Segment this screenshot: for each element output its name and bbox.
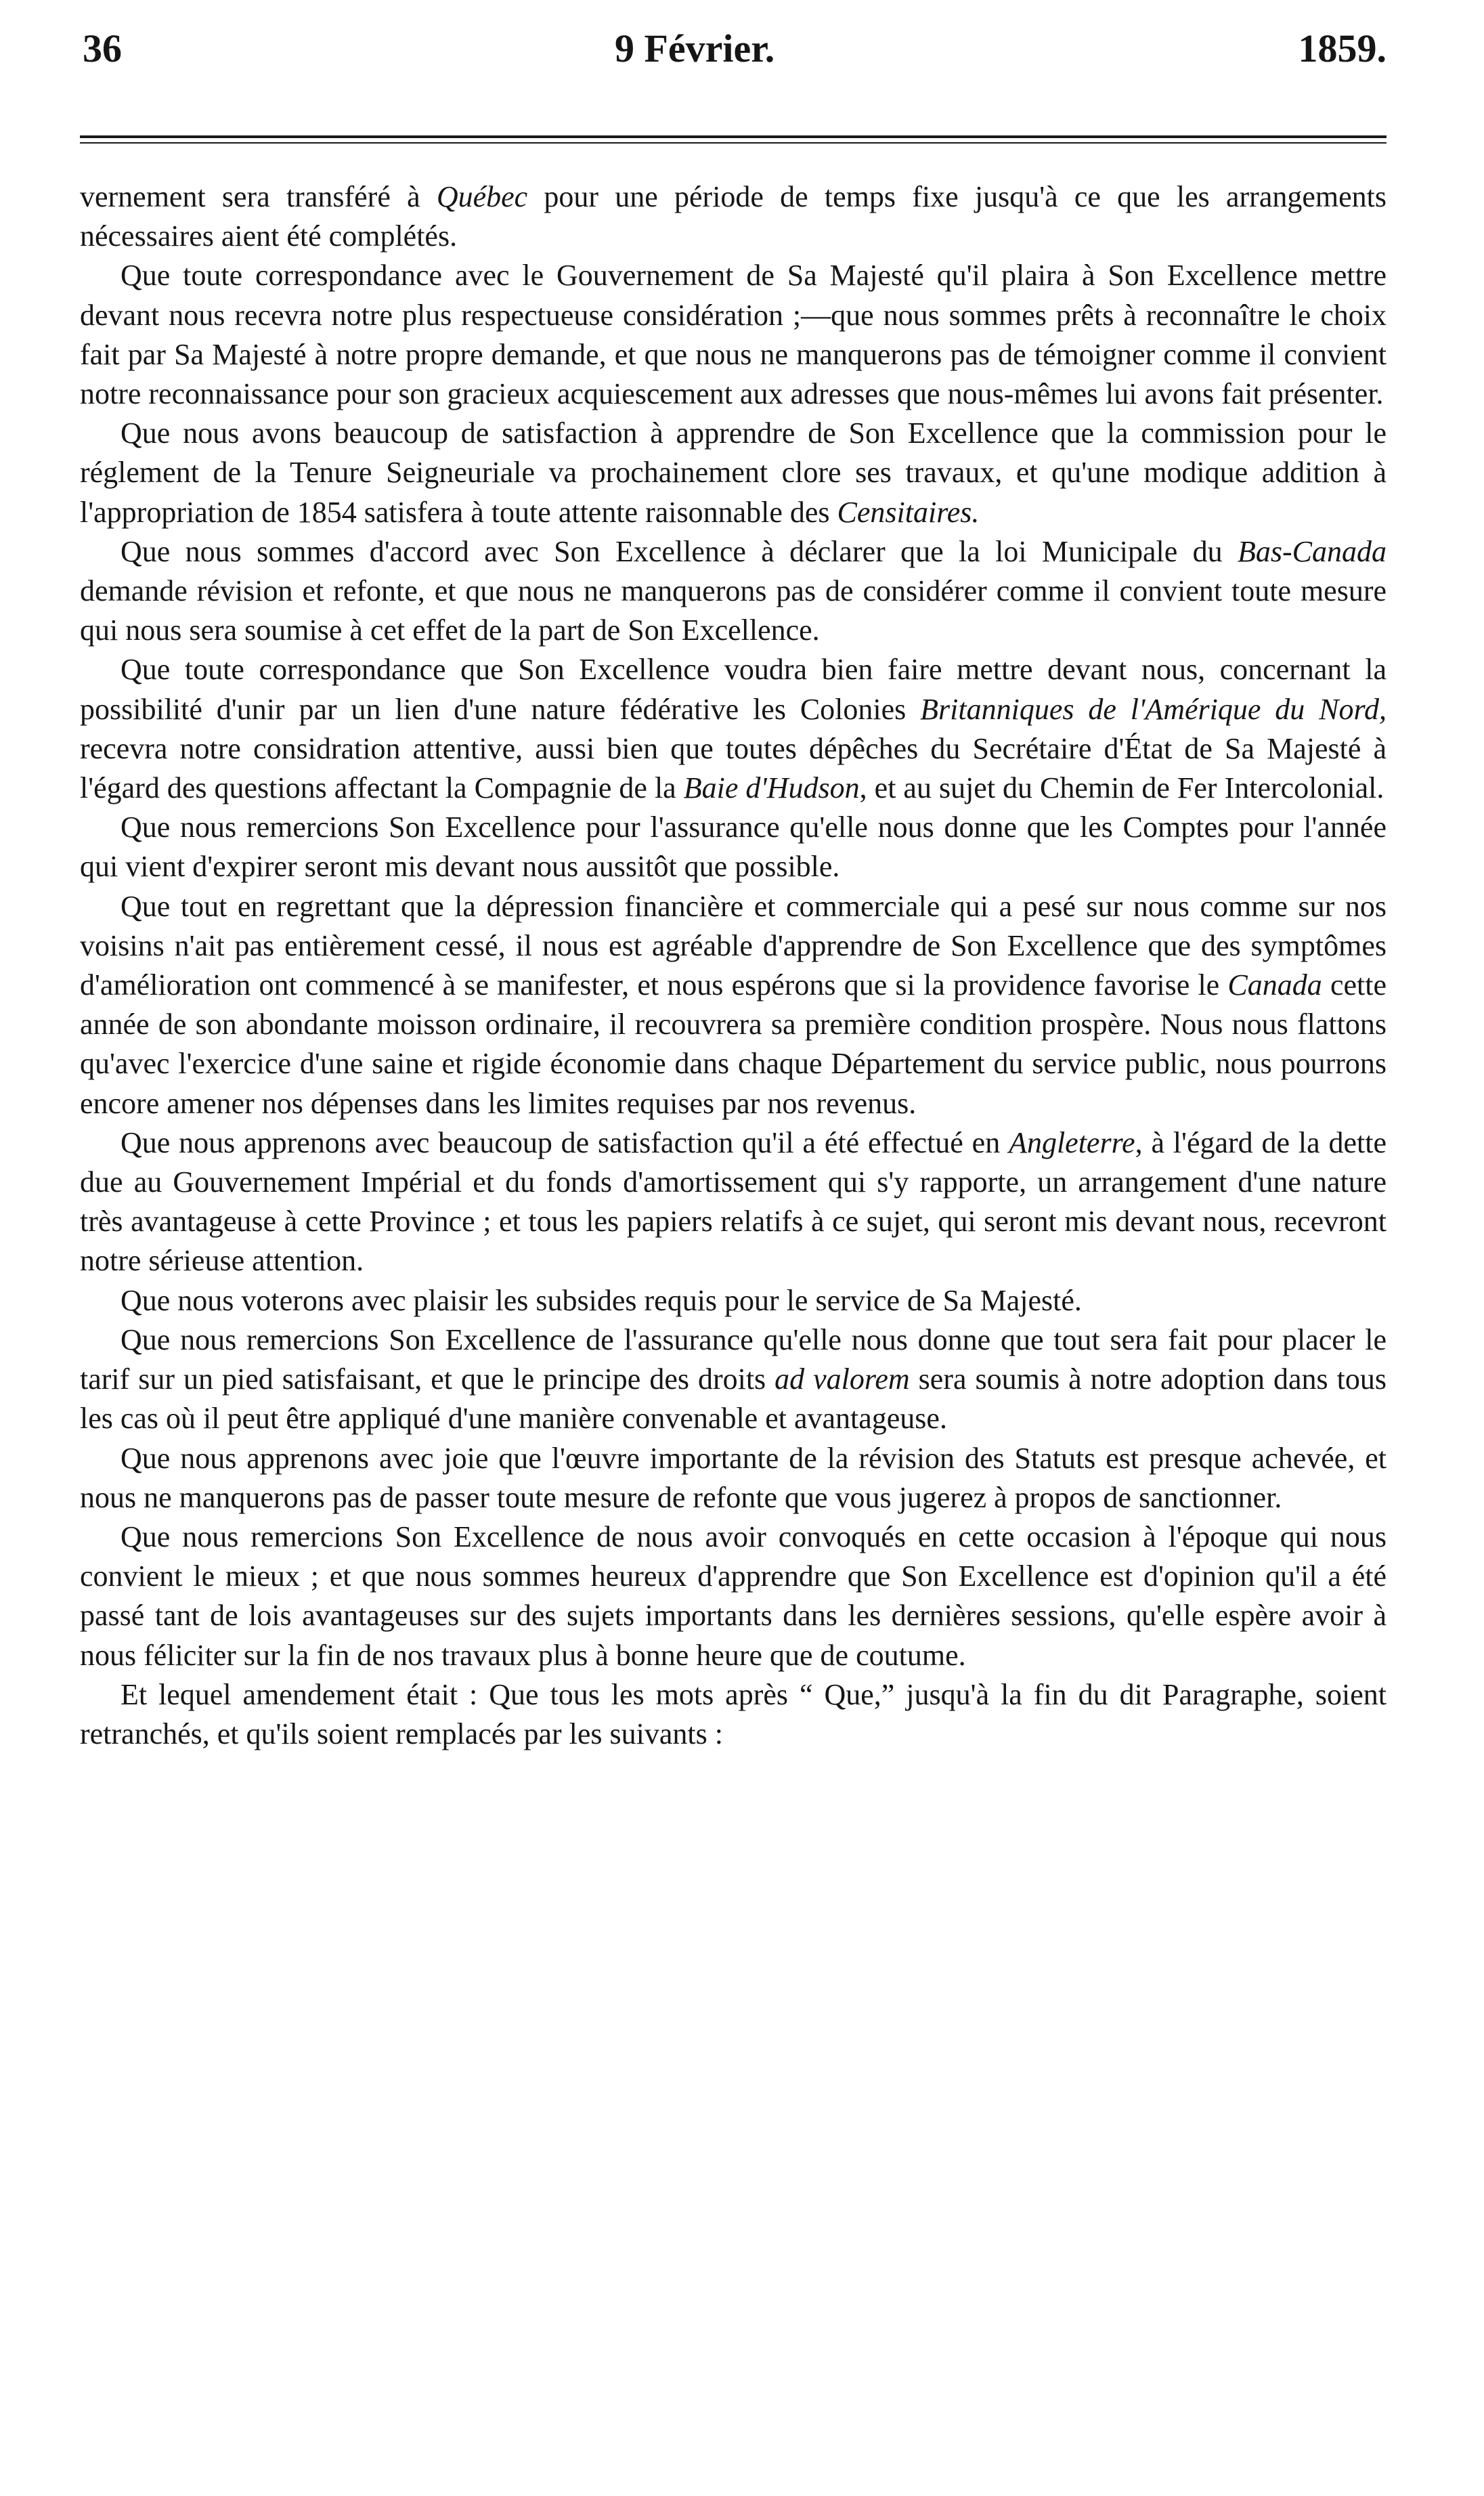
italic-term: ad valorem bbox=[774, 1362, 910, 1396]
paragraph bbox=[80, 414, 1387, 532]
italic-term: Censitaires. bbox=[837, 495, 980, 529]
paragraph: Et lequel amendement était : Que tous les mots après “ Que,” jusqu'à la fin du dit Paragraphe, soient retranchés, et qu'ils soient remplacés par les suivants : bbox=[80, 1677, 1387, 1750]
italic-term: Britanniques de l'Amérique du Nord, bbox=[920, 692, 1387, 726]
page-number: 36 bbox=[83, 26, 122, 70]
italic-term: Bas-Canada bbox=[1238, 534, 1387, 568]
paragraph bbox=[80, 177, 1387, 256]
running-date: 9 Février. bbox=[615, 26, 775, 70]
paragraph bbox=[80, 650, 1387, 808]
text-run: , et au sujet du Chemin de Fer Intercolonial. bbox=[859, 771, 1384, 805]
paragraph bbox=[80, 1123, 1387, 1281]
text-run: Que nous apprenons avec beaucoup de satisfaction qu'il a été effectué en bbox=[121, 1125, 1009, 1159]
text-run: recevra notre considration attentive, aussi bien que toutes dépêches du Secrétaire d'État de Sa Majesté à l'égard des questions affectant la Compagnie de la bbox=[80, 731, 1387, 805]
paragraph: Que nous remercions Son Excellence de nous avoir convoqués en cette occasion à l'époque qui nous convient le mieux ; et que nous sommes heureux d'apprendre que Son Excellence est d'opinion qu'il a été passé tant de lois avantageuses sur des sujets importants dans les dernières sessions, qu'elle espère avoir à nous féliciter sur la fin de nos travaux plus à bonne heure que de coutume. bbox=[80, 1520, 1387, 1672]
italic-term: Canada bbox=[1227, 968, 1322, 1002]
text-run: Que nous sommes d'accord avec Son Excellence à déclarer que la loi Municipale du bbox=[121, 534, 1238, 568]
text-run: Que tout en regrettant que la dépression financière et commerciale qui a pesé sur nous comme sur nos voisins n'ait pas entièrement cessé, il nous est agréable d'apprendre de Son Excellence que des symptômes d'amélioration ont commencé à se manifester, et nous espérons que si la providence favorise le bbox=[80, 889, 1387, 1002]
text-run: Que toute correspondance que Son Excellence voudra bien faire mettre devant nous, concernant la possibilité d'unir par un lien d'une nature fédérative les Colonies bbox=[80, 653, 1387, 726]
body-text bbox=[80, 177, 1387, 1754]
paragraph: Que nous voterons avec plaisir les subsides requis pour le service de Sa Majesté. bbox=[121, 1283, 1082, 1317]
paragraph bbox=[80, 532, 1387, 651]
document-page bbox=[80, 20, 1387, 1754]
running-head bbox=[80, 20, 1387, 79]
running-year: 1859. bbox=[1298, 26, 1387, 70]
paragraph: Que nous apprenons avec joie que l'œuvre importante de la révision des Statuts est presque achevée, et nous ne manquerons pas de passer toute mesure de refonte que vous jugerez à propos de sanctionner. bbox=[80, 1441, 1387, 1514]
paragraph: Que toute correspondance avec le Gouvernement de Sa Majesté qu'il plaira à Son Excellence mettre devant nous recevra notre plus respectueuse considération ;—que nous sommes prêts à reconnaître le choix fait par Sa Majesté à notre propre demande, et que nous ne manquerons pas de témoigner comme il convient notre reconnaissance pour son gracieux acquiescement aux adresses que nous-mêmes lui avons fait présenter. bbox=[80, 259, 1387, 411]
italic-term: Québec bbox=[436, 180, 528, 213]
paragraph: Que nous remercions Son Excellence pour l'assurance qu'elle nous donne que les Comptes pour l'année qui vient d'expirer seront mis devant nous aussitôt que possible. bbox=[80, 811, 1387, 884]
paragraph bbox=[80, 887, 1387, 1123]
text-run: Que nous remercions Son Excellence de l'assurance qu'elle nous donne que tout sera fait pour placer le tarif sur un pied satisfaisant, et que le principe des droits bbox=[80, 1322, 1387, 1396]
text-run: cette année de son abondante moisson ordinaire, il recouvrera sa première condition prospère. Nous nous flattons qu'avec l'exercice d'une saine et rigide économie dans chaque Département du service public, nous pourrons encore amener nos dépenses dans les limites requises par nos revenus. bbox=[80, 968, 1387, 1120]
paragraph bbox=[80, 1320, 1387, 1439]
italic-term: Angleterre bbox=[1009, 1125, 1135, 1159]
text-run: sera soumis à notre adoption dans tous les cas où il peut être appliqué d'une manière convenable et avantageuse. bbox=[80, 1362, 1387, 1436]
italic-term: Baie d'Hudson bbox=[683, 771, 860, 805]
text-run: Que nous avons beaucoup de satisfaction à apprendre de Son Excellence que la commission pour le réglement de la Tenure Seigneuriale va prochainement clore ses travaux, et qu'une modique addition à l'appropriation de 1854 satisfera à toute attente raisonnable des bbox=[80, 416, 1387, 529]
text-run: pour une période de temps fixe jusqu'à ce que les arrangements nécessaires aient été complétés. bbox=[80, 180, 1387, 253]
text-run: demande révision et refonte, et que nous ne manquerons pas de considérer comme il convient toute mesure qui nous sera soumise à cet effet de la part de Son Excellence. bbox=[80, 574, 1387, 647]
text-run: , à l'égard de la dette due au Gouvernement Impérial et du fonds d'amortissement qui s'y rapporte, un arrangement d'une nature très avantageuse à cette Province ; et tous les papiers relatifs à ce sujet, qui seront mis devant nous, recevront notre sérieuse attention. bbox=[80, 1125, 1387, 1278]
header-rule bbox=[80, 135, 1387, 144]
text-run: vernement sera transféré à bbox=[80, 180, 437, 213]
